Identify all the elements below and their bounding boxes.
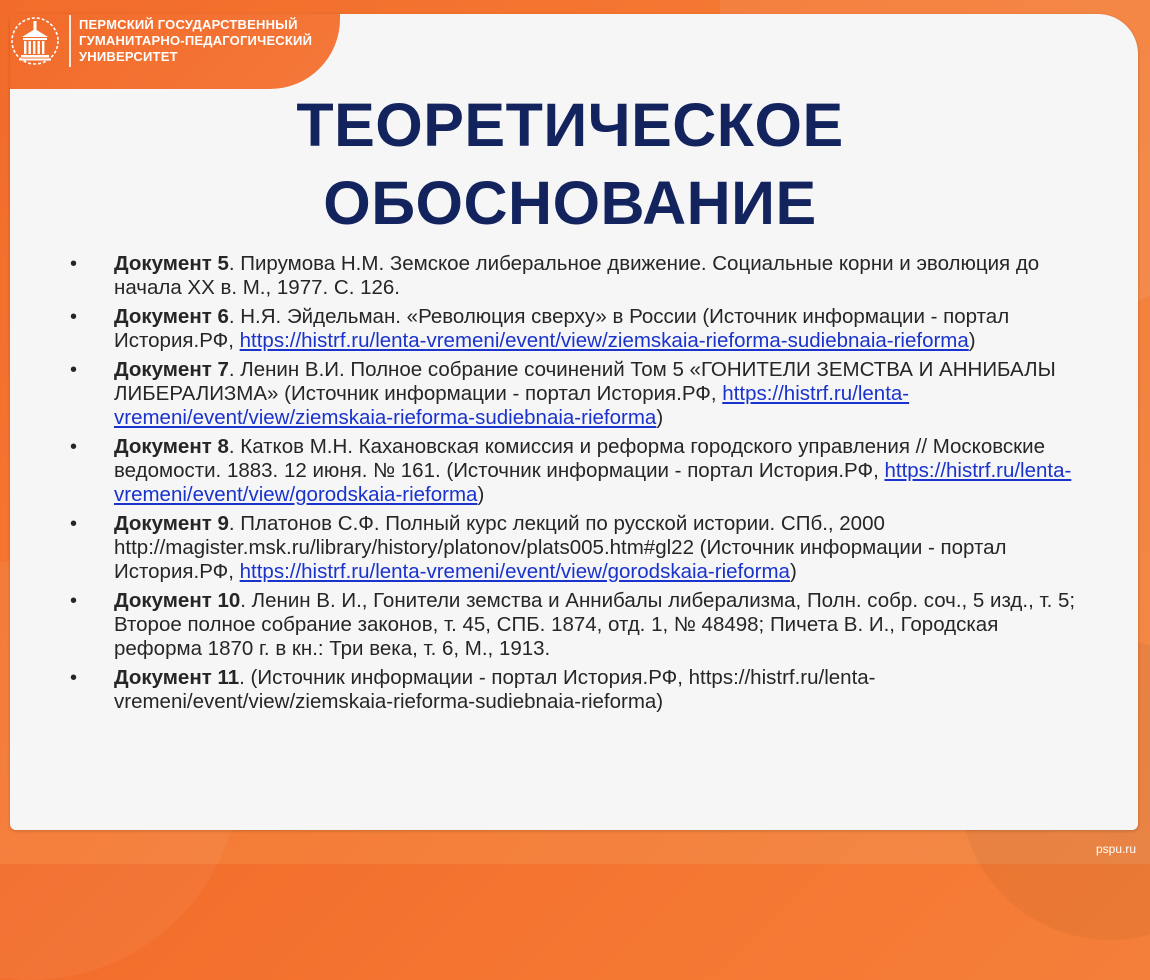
list-item — [60, 666, 1090, 714]
document-text-end: ) — [968, 329, 976, 352]
list-item — [60, 589, 1090, 661]
university-name-line: УНИВЕРСИТЕТ — [79, 49, 178, 64]
slide-title-line: ТЕОРЕТИЧЕСКОЕ — [296, 91, 844, 159]
list-item — [60, 358, 1090, 430]
bullet-icon: • — [70, 359, 78, 381]
bullet-icon: • — [70, 667, 78, 689]
list-item — [60, 252, 1090, 300]
slide-title-line: ОБОСНОВАНИЕ — [323, 169, 817, 237]
document-text: . Платонов С.Ф. Полный курс лекций по русской истории. СПб., 2000 http://magister.msk.ru/library/history/platonov/plats005.htm#gl22 (Источник информации - портал История.РФ, — [114, 512, 1007, 583]
document-label: Документ 9 — [114, 512, 229, 535]
bullet-icon: • — [70, 253, 78, 275]
bullet-icon: • — [70, 513, 78, 535]
document-text-end: ) — [789, 560, 797, 583]
university-name-line: ГУМАНИТАРНО-ПЕДАГОГИЧЕСКИЙ — [79, 33, 313, 48]
list-item — [60, 435, 1090, 507]
document-label: Документ 11 — [114, 666, 240, 689]
document-text: . Ленин В.И. Полное собрание сочинений Том 5 «ГОНИТЕЛИ ЗЕМСТВА И АННИБАЛЫ ЛИБЕРАЛИЗМА» (Источник информации - портал История.РФ, — [114, 358, 1056, 405]
document-text: . (Источник информации - портал История.РФ, https://histrf.ru/lenta-vremeni/event/view/ziemskaia-rieforma-sudiebnaia-rieforma) — [114, 666, 876, 713]
document-list — [60, 252, 1090, 719]
document-text-end: ) — [656, 406, 664, 429]
bullet-icon: • — [70, 306, 78, 328]
source-link[interactable]: https://histrf.ru/lenta-vremeni/event/view/gorodskaia-rieforma — [239, 560, 790, 583]
document-text: . Н.Я. Эйдельман. «Революция сверху» в России (Источник информации - портал История.РФ, — [114, 305, 1010, 352]
document-label: Документ 5 — [114, 252, 229, 275]
bullet-icon: • — [70, 590, 78, 612]
university-building-icon — [9, 15, 61, 67]
bullet-icon: • — [70, 436, 78, 458]
university-header — [0, 0, 340, 82]
document-text: . Ленин В. И., Гонители земства и Аннибалы либерализма, Полн. собр. соч., 5 изд., т. 5; Второе полное собрание законов, т. 45, СПБ. 1874, отд. 1, № 48498; Пичета В. И., Городская реформа 1870 г. в кн.: Три века, т. 6, М., 1913. — [114, 589, 1076, 660]
list-item — [60, 512, 1090, 584]
source-link[interactable]: https://histrf.ru/lenta-vremeni/event/view/ziemskaia-rieforma-sudiebnaia-rieforma — [114, 382, 910, 429]
document-label: Документ 10 — [114, 589, 241, 612]
document-text-end: ) — [477, 483, 485, 506]
document-text: . Катков М.Н. Кахановская комиссия и реформа городского управления // Московские ведомости. 1883. 12 июня. № 161. (Источник информации - портал История.РФ, — [114, 435, 1045, 482]
source-link[interactable]: https://histrf.ru/lenta-vremeni/event/view/gorodskaia-rieforma — [114, 459, 1072, 506]
slide-title — [150, 86, 990, 242]
document-text: . Пирумова Н.М. Земское либеральное движение. Социальные корни и эволюция до начала XX в. М., 1977. С. 126. — [114, 252, 1040, 299]
source-link[interactable]: https://histrf.ru/lenta-vremeni/event/view/ziemskaia-rieforma-sudiebnaia-rieforma — [239, 329, 969, 352]
list-item — [60, 305, 1090, 353]
university-name — [79, 17, 312, 65]
university-name-line: ПЕРМСКИЙ ГОСУДАРСТВЕННЫЙ — [79, 17, 298, 32]
document-label: Документ 6 — [114, 305, 229, 328]
logo-divider — [69, 15, 71, 67]
document-label: Документ 7 — [114, 358, 229, 381]
footer-site-label: pspu.ru — [1095, 842, 1136, 856]
document-label: Документ 8 — [114, 435, 229, 458]
